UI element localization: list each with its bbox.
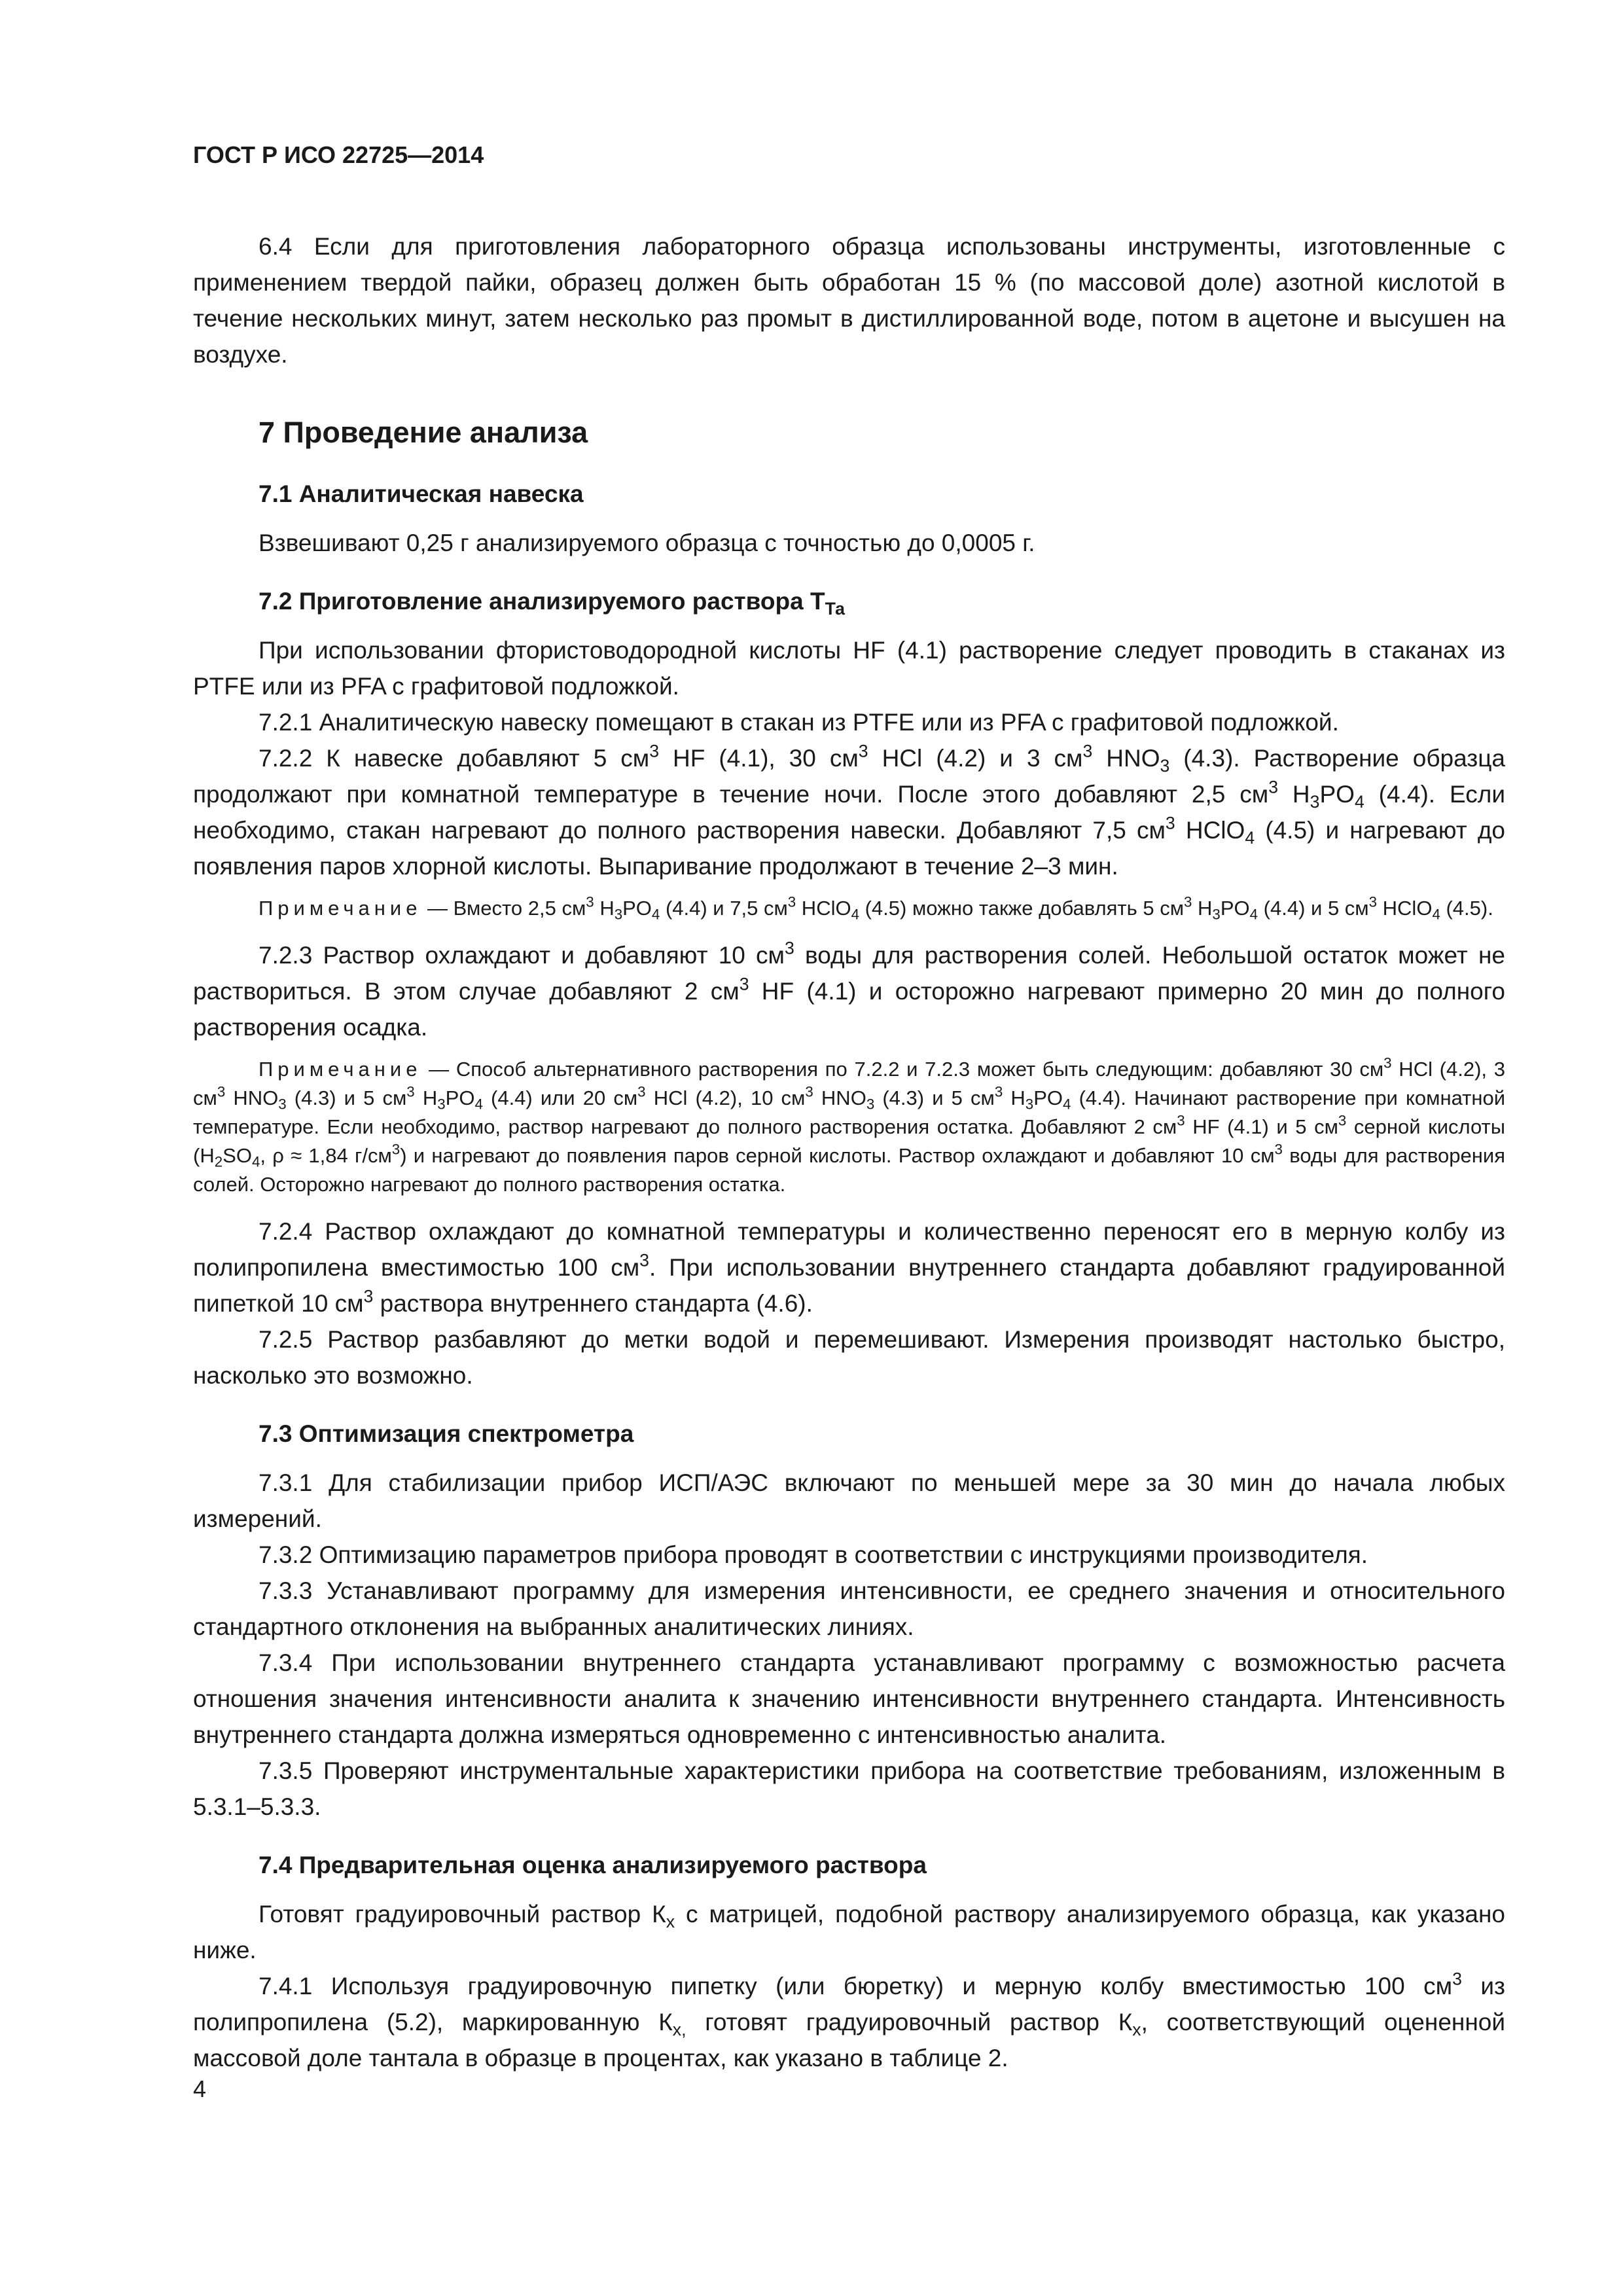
- note-7-2-2: Примечание — Вместо 2,5 $см^3$ $H_3PO_4$ (4.4) и 7,5 $см^3$ HClO$_4$ (4.5) можно также добавлять 5 $см^3$ $H_3PO_4$ (4.4) и 5 $см^3$ HClO$_4$ (4.5).: [259, 893, 1493, 923]
- paragraph-7-2-5: 7.2.5 Раствор разбавляют до метки водой и перемешивают. Измерения производят настолько быстро, насколько это возможно.: [193, 1326, 1505, 1389]
- paragraph-7-3-1: 7.3.1 Для стабилизации прибор ИСП/АЭС включают по меньшей мере за 30 мин до начала любых измерений.: [193, 1469, 1505, 1532]
- running-header: ГОСТ Р ИСО 22725—2014: [193, 141, 484, 168]
- subsection-heading-7-2: 7.2 Приготовление анализируемого раствора $Т_{Та}$: [259, 588, 845, 619]
- paragraph-7-4-1: 7.4.1 Используя градуировочную пипетку (или бюретку) и мерную колбу вместимостью 100 $см^3$ из полипропилена (5.2), маркированную $К_{x,}$ готовят градуировочный раствор $К_x$, соответствующий оцененной массовой доле тантала в образце в процентах, как указано в таблице 2.: [193, 1969, 1506, 2072]
- paragraph-7-3-3: 7.3.3 Устанавливают программу для измерения интенсивности, ее среднего значения и относительного стандартного отклонения на выбранных аналитических линиях.: [193, 1577, 1505, 1640]
- note-7-2-3: Примечание — Способ альтернативного растворения по 7.2.2 и 7.2.3 может быть следующим: добавляют 30 $см^3$ HCl (4.2), 3 $см^3$ $HNO_3$ (4.3) и 5 $см^3$ $H_3PO_4$ (4.4) или 20 $см^3$ HCl (4.2), 10 $см^3$ $HNO_3$ (4.3) и 5 $см^3$ $H_3PO_4$ (4.4). Начинают растворение при комнатной температуре. Если необходимо, раствор нагревают до полного растворения остатка. Добавляют 2 $см^3$ HF (4.1) и 5 $см^3$ серной кислоты ($H_2SO_4$, ρ ≈ 1,84 $г/см^3$) и нагревают до появления паров серной кислоты. Раствор охлаждают и добавляют 10 $см^3$ воды для растворения солей. Осторожно нагревают до полного растворения остатка.: [193, 1054, 1506, 1196]
- paragraph-6-4: 6.4 Если для приготовления лабораторного образца использованы инструменты, изготовленные с применением твердой пайки, образец должен быть обработан 15 % (по массовой доле) азотной кислотой в течение нескольких минут, затем несколько раз промыт в дистиллированной воде, потом в ацетоне и высушен на воздухе.: [193, 233, 1505, 368]
- subsection-heading-7-4: 7.4 Предварительная оценка анализируемого раствора: [259, 1852, 927, 1878]
- paragraph-7-3-5: 7.3.5 Проверяют инструментальные характеристики прибора на соответствие требованиям, изложенным в 5.3.1–5.3.3.: [193, 1757, 1505, 1820]
- paragraph-7-2-3: 7.2.3 Раствор охлаждают и добавляют 10 $см^3$ воды для растворения солей. Небольшой остаток может не раствориться. В этом случае добавляют 2 $см^3$ HF (4.1) и осторожно нагревают примерно 20 мин до полного растворения осадка.: [193, 938, 1505, 1041]
- paragraph-7-3-4: 7.3.4 При использовании внутреннего стандарта устанавливают программу с возможностью расчета отношения значения интенсивности аналита к значению интенсивности внутреннего стандарта. Интенсивность внутреннего стандарта должна измеряться одновременно с интенсивностью аналита.: [193, 1649, 1505, 1748]
- paragraph-7-2-2: 7.2.2 К навеске добавляют 5 $см^3$ HF (4.1), 30 $см^3$ HCl (4.2) и 3 $см^3$ $HNO_3$ (4.3). Растворение образца продолжают при комнатной температуре в течение ночи. После этого добавляют 2,5 $см^3$ $H_3PO_4$ (4.4). Если необходимо, стакан нагревают до полного растворения навески. Добавляют 7,5 $см^3$ HClO$_4$ (4.5) и нагревают до появления паров хлорной кислоты. Выпаривание продолжают в течение 2–3 мин.: [193, 741, 1505, 880]
- page-number: 4: [193, 2075, 207, 2102]
- paragraph-7-3-2: 7.3.2 Оптимизацию параметров прибора проводят в соответствии с инструкциями производителя.: [259, 1541, 1368, 1568]
- paragraph-7-2-1: 7.2.1 Аналитическую навеску помещают в стакан из PTFE или из PFA с графитовой подложкой.: [259, 709, 1339, 736]
- paragraph-7-4-intro: Готовят градуировочный раствор $К_x$ с матрицей, подобной раствору анализируемого образца, как указано ниже.: [193, 1901, 1506, 1964]
- note-label: Примечание: [259, 1058, 422, 1081]
- paragraph-7-2-intro: При использовании фтористоводородной кислоты HF (4.1) растворение следует проводить в стаканах из PTFE или из PFA с графитовой подложкой.: [193, 637, 1505, 700]
- subsection-heading-7-3: 7.3 Оптимизация спектрометра: [259, 1420, 634, 1447]
- page-content: [193, 141, 1505, 2076]
- note-label: Примечание: [259, 897, 422, 920]
- subsection-heading-7-1: 7.1 Аналитическая навеска: [259, 480, 584, 507]
- section-heading-7: 7 Проведение анализа: [259, 416, 588, 449]
- paragraph-7-2-4: 7.2.4 Раствор охлаждают до комнатной температуры и количественно переносят его в мерную колбу из полипропилена вместимостью 100 $см^3$. При использовании внутреннего стандарта добавляют градуированной пипеткой 10 $см^3$ раствора внутреннего стандарта (4.6).: [193, 1218, 1505, 1317]
- paragraph-7-1: Взвешивают 0,25 г анализируемого образца с точностью до 0,0005 г.: [259, 529, 1035, 556]
